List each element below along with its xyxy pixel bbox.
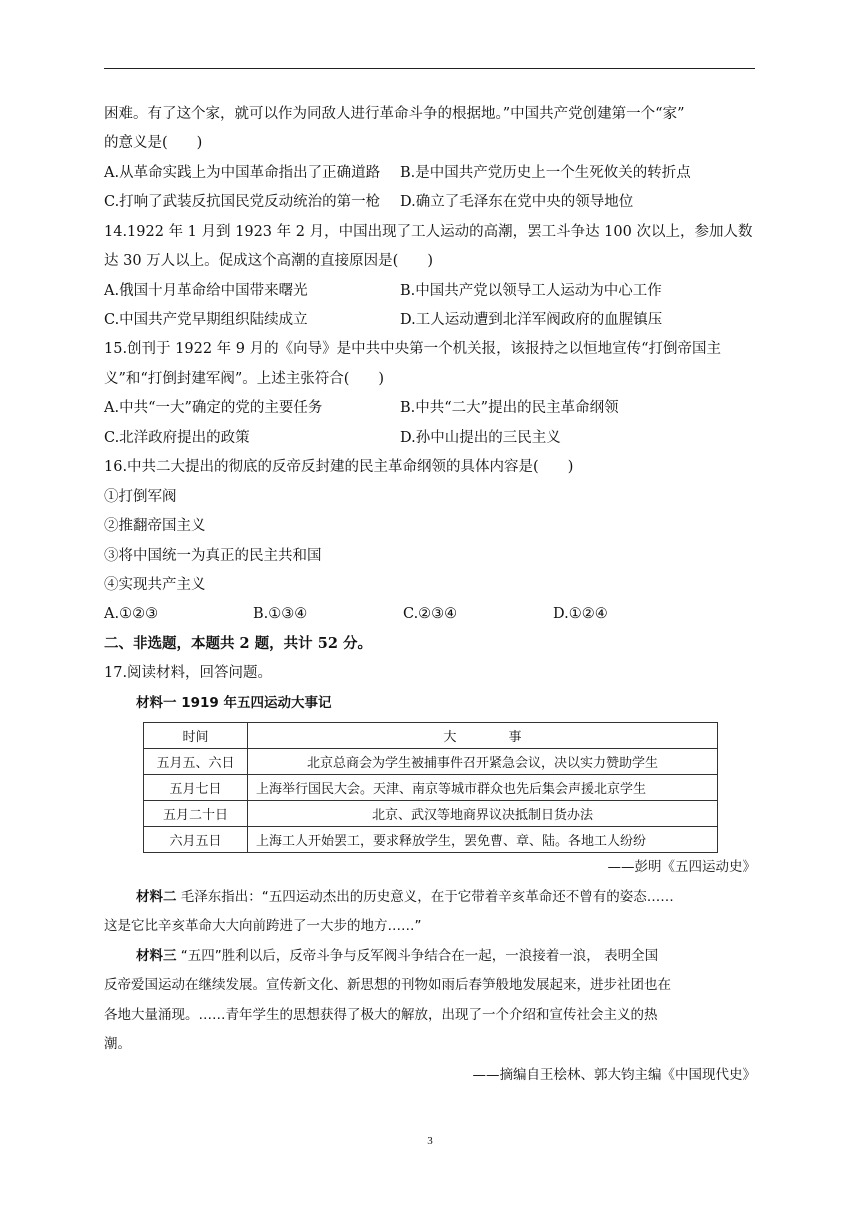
table-row (144, 749, 718, 775)
section-heading: 二、非选题，本题共 2 题，共计 52 分。 (104, 635, 372, 652)
q17-stem: 17.阅读材料，回答问题。 (104, 665, 273, 681)
material-3-line4: 潮。 (104, 1036, 131, 1052)
q14-stem-line1: 14.1922 年 1 月到 1923 年 2 月，中国出现了工人运动的高潮，罢工斗争达 100 次以上，参加人数 (104, 224, 753, 240)
material-2-line1 (136, 887, 674, 907)
material-3-line2: 反帝爱国运动在继续发展。宣传新文化、新思想的刊物如雨后春笋般地发展起来，进步社团也在 (104, 977, 671, 993)
table-row (144, 775, 718, 801)
q16-item-3: ③将中国统一为真正的民主共和国 (104, 548, 322, 564)
q13-option-b: B.是中国共产党历史上一个生死攸关的转折点 (400, 165, 691, 181)
q13-stem-line2: 的意义是( ) (104, 135, 203, 151)
material-2-label: 材料二 (136, 889, 177, 905)
table-header-time: 时间 (144, 723, 248, 749)
q13-option-a: A.从革命实践上为中国革命指出了正确道路 (104, 165, 381, 181)
q13-option-d: D.确立了毛泽东在党中央的领导地位 (400, 194, 634, 210)
source-1: ——彭明《五四运动史》 (607, 859, 756, 875)
source-3: ——摘编自王桧林、郭大钧主编《中国现代史》 (472, 1067, 756, 1083)
q16-option-a: A.①②③ (104, 606, 159, 622)
q14-option-c: C.中国共产党早期组织陆续成立 (104, 312, 308, 328)
table-cell-event: 北京总商会为学生被捕事件召开紧急会议，决以实力赞助学生 (248, 749, 718, 775)
table-cell-time: 五月二十日 (144, 801, 248, 827)
table-row (144, 827, 718, 853)
q16-item-4: ④实现共产主义 (104, 577, 206, 593)
table-cell-event: 上海工人开始罢工，要求释放学生，罢免曹、章、陆。各地工人纷纷 (248, 827, 718, 853)
q16-stem: 16.中共二大提出的彻底的反帝反封建的民主革命纲领的具体内容是( ) (104, 459, 574, 475)
material-2-line2: 这是它比辛亥革命大大向前跨进了一大步的地方……” (104, 918, 422, 934)
material-3-text: “五四”胜利以后，反帝斗争与反军阀斗争结合在一起，一浪接着一浪， 表明全国 (176, 948, 659, 964)
table-header-row (144, 723, 718, 749)
q16-item-1: ①打倒军阀 (104, 489, 177, 505)
q15-stem-line2: 义”和“打倒封建军阀”。上述主张符合( ) (104, 371, 385, 387)
q13-stem-line1: 困难。有了这个家，就可以作为同敌人进行革命斗争的根据地。”中国共产党创建第一个“家” (104, 106, 685, 122)
table-cell-event: 上海举行国民大会。天津、南京等城市群众也先后集会声援北京学生 (248, 775, 718, 801)
q15-stem-line1: 15.创刊于 1922 年 9 月的《向导》是中共中央第一个机关报，该报持之以恒地宣传“打倒帝国主 (104, 341, 722, 357)
page-number: 3 (427, 1135, 433, 1147)
material-2-text: 毛泽东指出：“五四运动杰出的历史意义，在于它带着辛亥革命还不曾有的姿态…… (176, 889, 674, 905)
material-3-line1 (136, 946, 658, 966)
q13-option-c: C.打响了武装反抗国民党反动统治的第一枪 (104, 194, 381, 210)
q16-option-b: B.①③④ (253, 606, 308, 622)
q14-stem-line2: 达 30 万人以上。促成这个高潮的直接原因是( ) (104, 253, 433, 269)
q14-option-b: B.中国共产党以领导工人运动为中心工作 (400, 283, 662, 299)
q15-option-b: B.中共“二大”提出的民主革命纲领 (400, 400, 619, 416)
q15-option-d: D.孙中山提出的三民主义 (400, 430, 561, 446)
q14-option-d: D.工人运动遭到北洋军阀政府的血腥镇压 (400, 312, 663, 328)
material-1-title: 材料一 1919 年五四运动大事记 (136, 695, 332, 711)
table-header-event: 大 事 (248, 723, 718, 749)
material-3-label: 材料三 (136, 948, 177, 964)
header-rule (104, 68, 755, 69)
table-cell-event: 北京、武汉等地商界议决抵制日货办法 (248, 801, 718, 827)
q15-option-c: C.北洋政府提出的政策 (104, 430, 250, 446)
q14-option-a: A.俄国十月革命给中国带来曙光 (104, 283, 308, 299)
table-cell-time: 五月五、六日 (144, 749, 248, 775)
q16-item-2: ②推翻帝国主义 (104, 518, 206, 534)
material-3-line3: 各地大量涌现。……青年学生的思想获得了极大的解放，出现了一个介绍和宣传社会主义的热 (104, 1007, 658, 1023)
table-cell-time: 五月七日 (144, 775, 248, 801)
table-row (144, 801, 718, 827)
events-table (143, 722, 718, 853)
q16-option-c: C.②③④ (403, 606, 458, 622)
table-cell-time: 六月五日 (144, 827, 248, 853)
q15-option-a: A.中共“一大”确定的党的主要任务 (104, 400, 323, 416)
q16-option-d: D.①②④ (553, 606, 608, 622)
